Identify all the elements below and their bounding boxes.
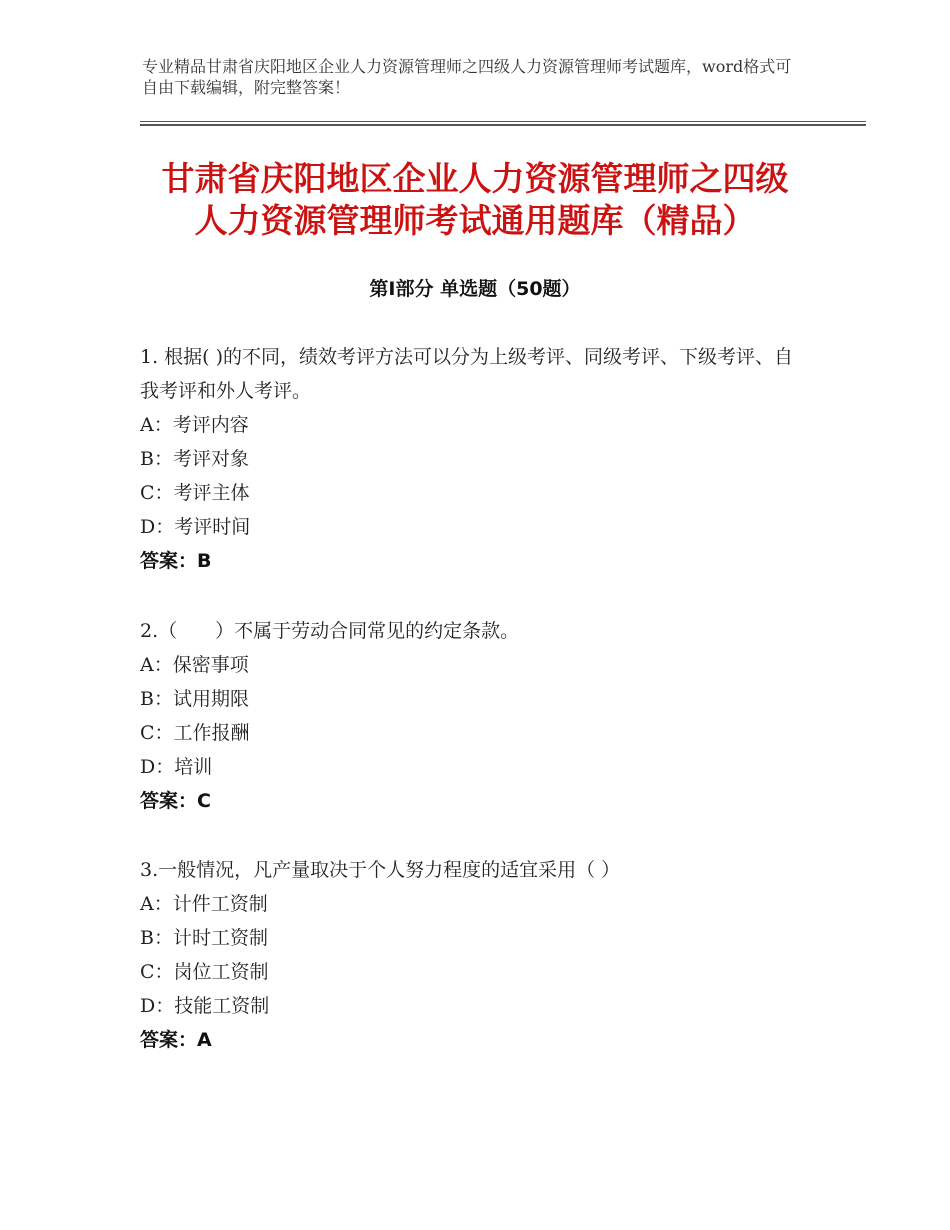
question-option: C：岗位工资制 (140, 961, 269, 983)
document-title-line-2: 人力资源管理师考试通用题库（精品） (194, 201, 756, 240)
question-option: B：考评对象 (140, 448, 249, 470)
question-stem: 3.一般情况，凡产量取决于个人努力程度的适宜采用（ ） (140, 859, 621, 881)
question-option: D：考评时间 (140, 516, 251, 538)
question-option: C：工作报酬 (140, 722, 250, 744)
question-2 (140, 614, 810, 818)
question-option: D：培训 (140, 756, 213, 778)
question-stem: 2.（ ）不属于劳动合同常见的约定条款。 (140, 620, 520, 642)
header-rule-thick (140, 124, 866, 126)
section-title: 第Ⅰ部分 单选题（50题） (369, 278, 581, 300)
question-1 (140, 340, 810, 578)
header-note: 专业精品甘肃省庆阳地区企业人力资源管理师之四级人力资源管理师考试题库，word格式可自由下载编辑，附完整答案！ (142, 57, 792, 97)
header-rule-thin (140, 121, 866, 122)
question-3 (140, 853, 810, 1057)
question-option: A：计件工资制 (140, 893, 268, 915)
document-title (120, 158, 830, 242)
question-stem: 1. 根据( )的不同，绩效考评方法可以分为上级考评、同级考评、下级考评、自我考评和外人考评。 (140, 346, 794, 402)
question-answer: 答案：C (140, 790, 211, 812)
question-option: D：技能工资制 (140, 995, 270, 1017)
question-option: B：计时工资制 (140, 927, 268, 949)
document-title-line-1: 甘肃省庆阳地区企业人力资源管理师之四级 (161, 159, 789, 198)
question-option: A：考评内容 (140, 414, 249, 436)
question-answer: 答案：B (140, 550, 212, 572)
question-option: A：保密事项 (140, 654, 249, 676)
question-option: B：试用期限 (140, 688, 249, 710)
question-answer: 答案：A (140, 1029, 212, 1051)
question-option: C：考评主体 (140, 482, 250, 504)
